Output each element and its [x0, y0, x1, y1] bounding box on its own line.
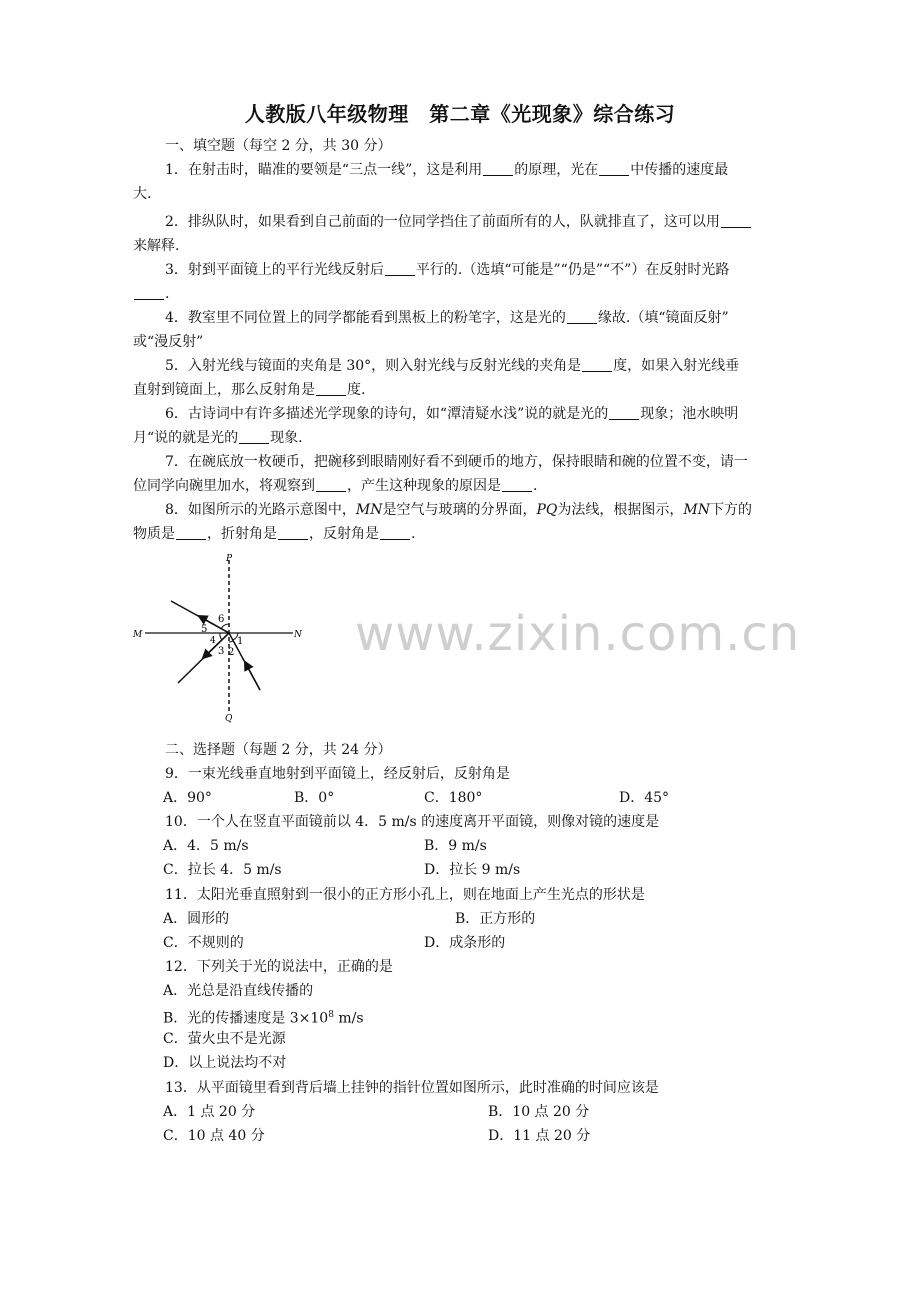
q8-text-e: 物质是: [133, 526, 175, 542]
q1-text-a: 1．在射击时，瞄准的要领是“三点一线”，这是利用: [165, 162, 483, 178]
answer-blank[interactable]: [176, 525, 206, 540]
q7-text-b: 位同学向碗里加水，将观察到: [133, 478, 315, 494]
light-path-diagram: [125, 550, 315, 726]
question-10: 10．一个人在竖直平面镜前以 4．5 m/s 的速度离开平面镜，则像对镜的速度是: [165, 814, 660, 830]
q5-text-b: 度，如果入射光线垂: [613, 358, 740, 374]
question-13: 13．从平面镜里看到背后墙上挂钟的指针位置如图所示，此时准确的时间应该是: [165, 1080, 659, 1096]
question-2-cont: 来解释.: [133, 238, 180, 254]
answer-blank[interactable]: [239, 429, 269, 444]
q8-text-a: 8．如图所示的光路示意图中，: [165, 502, 356, 518]
question-8: [165, 498, 865, 522]
question-9: 9．一束光线垂直地射到平面镜上，经反射后，反射角是: [165, 766, 510, 782]
question-5-cont: [133, 378, 833, 402]
answer-blank[interactable]: [316, 477, 346, 492]
label-m: M: [133, 630, 143, 640]
q12-option-c[interactable]: C．萤火虫不是光源: [163, 1031, 286, 1047]
q1-text-c: 中传播的速度最: [630, 162, 729, 178]
q13-option-a[interactable]: A．1 点 20 分: [163, 1104, 256, 1120]
q10-option-c[interactable]: C．拉长 4．5 m/s: [163, 862, 282, 878]
q10-option-a[interactable]: A．4．5 m/s: [163, 838, 249, 854]
q8-text-f: ，折射角是: [207, 526, 277, 542]
question-6-cont: [133, 426, 833, 450]
answer-blank[interactable]: [380, 525, 410, 540]
angle-arc: [229, 641, 233, 642]
q11-option-d[interactable]: D．成条形的: [424, 935, 506, 951]
angle-label-6: 6: [218, 614, 225, 625]
angle-label-3: 3: [218, 646, 225, 657]
q10-option-d[interactable]: D．拉长 9 m/s: [424, 862, 521, 878]
answer-blank[interactable]: [483, 161, 513, 176]
angle-label-1: 1: [237, 636, 244, 647]
question-11: 11．太阳光垂直照射到一很小的正方形小孔上，则在地面上产生光点的形状是: [165, 887, 645, 903]
answer-blank[interactable]: [502, 477, 532, 492]
q12-option-d[interactable]: D．以上说法均不对: [163, 1055, 287, 1071]
q13-option-c[interactable]: C．10 点 40 分: [163, 1128, 265, 1144]
watermark: www.zixin.com.cn: [355, 606, 801, 662]
q3-text-a: 3．射到平面镜上的平行光线反射后: [165, 262, 384, 278]
ray-lower-left-arrow: [203, 633, 229, 658]
q7-text-d: .: [533, 478, 538, 494]
label-n: N: [294, 630, 302, 640]
q6-text-a: 6．古诗词中有许多描述光学现象的诗句，如“潭清疑水浅”说的就是光的: [165, 406, 609, 422]
q8-mn: MN: [355, 502, 383, 518]
question-1: [165, 158, 833, 182]
q3-text-b: 平行的.（选填“可能是”“仍是”“不”）在反射时光路: [415, 262, 730, 278]
q3-text-c: .: [165, 286, 170, 302]
answer-blank[interactable]: [134, 285, 164, 300]
answer-blank[interactable]: [599, 161, 629, 176]
q11-option-c[interactable]: C．不规则的: [163, 935, 244, 951]
q12-option-b-text: B．光的传播速度是 3×10: [163, 1010, 329, 1027]
label-q: Q: [225, 714, 233, 724]
q6-text-b: 现象；池水映明: [640, 406, 739, 422]
q9-option-c[interactable]: C．180°: [424, 790, 483, 806]
q8-text-h: .: [411, 526, 416, 542]
q8-text-d: 下方的: [710, 502, 753, 518]
angle-label-4: 4: [210, 636, 216, 646]
q10-option-b[interactable]: B．9 m/s: [424, 838, 487, 854]
q2-text-a: 2．排纵队时，如果看到自己前面的一位同学挡住了前面所有的人，队就排直了，这可以用: [165, 214, 720, 230]
q5-text-c: 直射到镜面上，那么反射角是: [133, 382, 315, 398]
q7-text-c: ，产生这种现象的原因是: [347, 478, 501, 494]
question-4: [165, 306, 865, 330]
answer-blank[interactable]: [567, 309, 597, 324]
answer-blank[interactable]: [582, 357, 612, 372]
q8-text-b: 是空气与玻璃的分界面，: [382, 502, 537, 518]
question-3-cont: [133, 282, 833, 306]
question-7-cont: [133, 474, 833, 498]
section-2-heading: 二、选择题（每题 2 分，共 24 分）: [165, 742, 392, 758]
q9-option-b[interactable]: B．0°: [294, 790, 335, 806]
q9-option-a[interactable]: A．90°: [163, 790, 212, 806]
q11-option-a[interactable]: A．圆形的: [163, 911, 230, 927]
q8-pq: PQ: [536, 502, 558, 518]
answer-blank[interactable]: [609, 405, 639, 420]
q6-text-c: 月“说的就是光的: [133, 430, 239, 446]
q4-text-b: 缘故.（填“镜面反射”: [597, 310, 729, 326]
question-7: 7．在碗底放一枚硬币，把碗移到眼睛刚好看不到硬币的地方，保持眼睛和碗的位置不变，请一: [165, 454, 748, 470]
question-12: 12．下列关于光的说法中，正确的是: [165, 959, 393, 975]
answer-blank[interactable]: [316, 381, 346, 396]
question-8-cont: [133, 522, 833, 546]
question-2: [165, 210, 865, 234]
q1-text-b: 的原理，光在: [514, 162, 599, 178]
q12-option-a[interactable]: A．光总是沿直线传播的: [163, 983, 314, 999]
question-6: [165, 402, 865, 426]
q4-text-a: 4．教室里不同位置上的同学都能看到黑板上的粉笔字，这是光的: [165, 310, 566, 326]
q5-text-a: 5．入射光线与镜面的夹角是 30°，则入射光线与反射光线的夹角是: [165, 358, 582, 374]
q8-text-c: 为法线，根据图示，: [557, 502, 684, 518]
q6-text-d: 现象.: [270, 430, 303, 446]
label-p: P: [226, 554, 233, 564]
q5-text-d: 度.: [347, 382, 366, 398]
q8-text-g: ，反射角是: [309, 526, 379, 542]
question-4-cont: 或“漫反射”: [133, 334, 204, 350]
angle-arc: [220, 633, 222, 640]
ray-lower-right-arrow: [245, 662, 260, 690]
q11-option-b[interactable]: B．正方形的: [455, 911, 536, 927]
answer-blank[interactable]: [721, 213, 751, 228]
q8-mn2: MN: [683, 502, 711, 518]
angle-label-2: 2: [228, 647, 235, 658]
answer-blank[interactable]: [278, 525, 308, 540]
q12-option-b-unit: m/s: [333, 1010, 364, 1027]
question-5: [165, 354, 865, 378]
q13-option-d[interactable]: D．11 点 20 分: [488, 1128, 591, 1144]
angle-label-5: 5: [201, 624, 208, 635]
section-1-heading: 一、填空题（每空 2 分，共 30 分）: [165, 138, 392, 154]
question-3: [165, 258, 865, 282]
page-title: 人教版八年级物理 第二章《光现象》综合练习: [244, 102, 676, 126]
q12-option-b-exponent: 8: [328, 1010, 334, 1020]
answer-blank[interactable]: [385, 261, 415, 276]
q9-option-d[interactable]: D．45°: [619, 790, 670, 806]
question-1-cont: 大.: [133, 186, 152, 202]
q13-option-b[interactable]: B．10 点 20 分: [488, 1104, 590, 1120]
